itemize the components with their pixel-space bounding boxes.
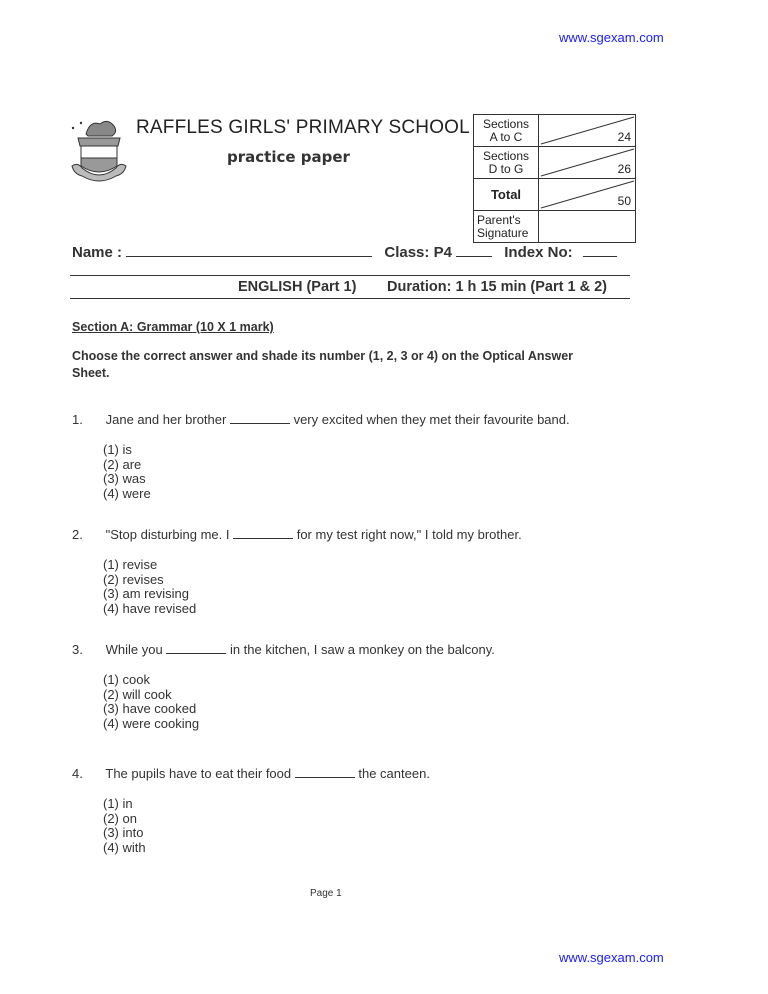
- question-2: [72, 527, 522, 616]
- question-text-after: for my test right now," I told my brother.: [296, 527, 522, 542]
- index-field[interactable]: [583, 256, 617, 257]
- answer-blank: [295, 767, 355, 778]
- student-info-line: [72, 244, 617, 261]
- header-rule-top: [70, 275, 630, 276]
- school-name: RAFFLES GIRLS' PRIMARY SCHOOL: [136, 117, 470, 138]
- school-crest-icon: [68, 116, 130, 191]
- answer-blank: [233, 528, 293, 539]
- class-field[interactable]: [456, 256, 492, 257]
- question-4: [72, 766, 430, 855]
- header-rule-bottom: [70, 298, 630, 299]
- class-label: Class: P4: [384, 244, 452, 261]
- score-row-a-to-c: [474, 115, 636, 147]
- score-label: Total: [474, 179, 539, 211]
- question-3: [72, 642, 495, 731]
- options-list: [103, 797, 430, 855]
- question-text-before: The pupils have to eat their food: [105, 766, 292, 781]
- section-title: Section A: Grammar (10 X 1 mark): [72, 320, 274, 334]
- page-number: Page 1: [310, 888, 342, 899]
- watermark-link-top[interactable]: www.sgexam.com: [559, 30, 664, 45]
- parent-signature-field[interactable]: [539, 211, 636, 243]
- option: (3) am revising: [103, 586, 189, 602]
- question-text-after: the canteen.: [358, 766, 430, 781]
- option: (4) were cooking: [103, 715, 200, 731]
- subject-title: ENGLISH (Part 1): [238, 279, 357, 295]
- watermark-link-bottom[interactable]: www.sgexam.com: [559, 950, 664, 965]
- score-table: [473, 114, 636, 243]
- question-number: 1.: [72, 412, 83, 427]
- answer-blank: [230, 413, 290, 424]
- option: (2) on: [103, 810, 137, 826]
- paper-subtitle: practice paper: [227, 148, 350, 166]
- score-label: Parent's Signature: [474, 211, 539, 243]
- score-row-signature: [474, 211, 636, 243]
- option: (2) will cook: [103, 686, 172, 702]
- score-row-total: [474, 179, 636, 211]
- question-number: 3.: [72, 642, 83, 657]
- question-number: 4.: [72, 766, 83, 781]
- score-cell[interactable]: [539, 115, 636, 147]
- option: (3) into: [103, 825, 144, 841]
- score-cell[interactable]: [539, 179, 636, 211]
- question-text-before: "Stop disturbing me. I: [105, 527, 230, 542]
- score-total-value: 24: [617, 130, 631, 144]
- answer-blank: [166, 643, 226, 654]
- option: (3) have cooked: [103, 701, 197, 717]
- option: (3) was: [103, 471, 146, 487]
- duration: Duration: 1 h 15 min (Part 1 & 2): [387, 279, 607, 295]
- option: (4) were: [103, 485, 151, 501]
- name-label: Name :: [72, 244, 123, 261]
- options-list: [103, 558, 522, 616]
- score-label: Sections D to G: [474, 147, 539, 179]
- score-row-d-to-g: [474, 147, 636, 179]
- question-number: 2.: [72, 527, 83, 542]
- option: (4) with: [103, 839, 146, 855]
- option: (1) revise: [103, 557, 158, 572]
- score-label: Sections A to C: [474, 115, 539, 147]
- section-instructions: Choose the correct answer and shade its number (1, 2, 3 or 4) on the Optical Answer Sheet.: [72, 349, 574, 380]
- option: (2) are: [103, 456, 142, 472]
- question-text-after: very excited when they met their favourite band.: [293, 412, 570, 427]
- score-cell[interactable]: [539, 147, 636, 179]
- options-list: [103, 673, 495, 731]
- score-total-value: 26: [617, 162, 631, 176]
- question-text-after: in the kitchen, I saw a monkey on the balcony.: [229, 642, 495, 657]
- option: (2) revises: [103, 571, 164, 587]
- index-label: Index No:: [504, 244, 573, 261]
- question-text-before: Jane and her brother: [105, 412, 227, 427]
- option: (4) have revised: [103, 600, 197, 616]
- question-1: [72, 412, 570, 501]
- option: (1) cook: [103, 672, 150, 687]
- question-text-before: While you: [105, 642, 163, 657]
- name-field[interactable]: [126, 256, 372, 257]
- option: (1) is: [103, 442, 132, 457]
- score-total-value: 50: [617, 194, 631, 208]
- option: (1) in: [103, 796, 133, 811]
- options-list: [103, 443, 570, 501]
